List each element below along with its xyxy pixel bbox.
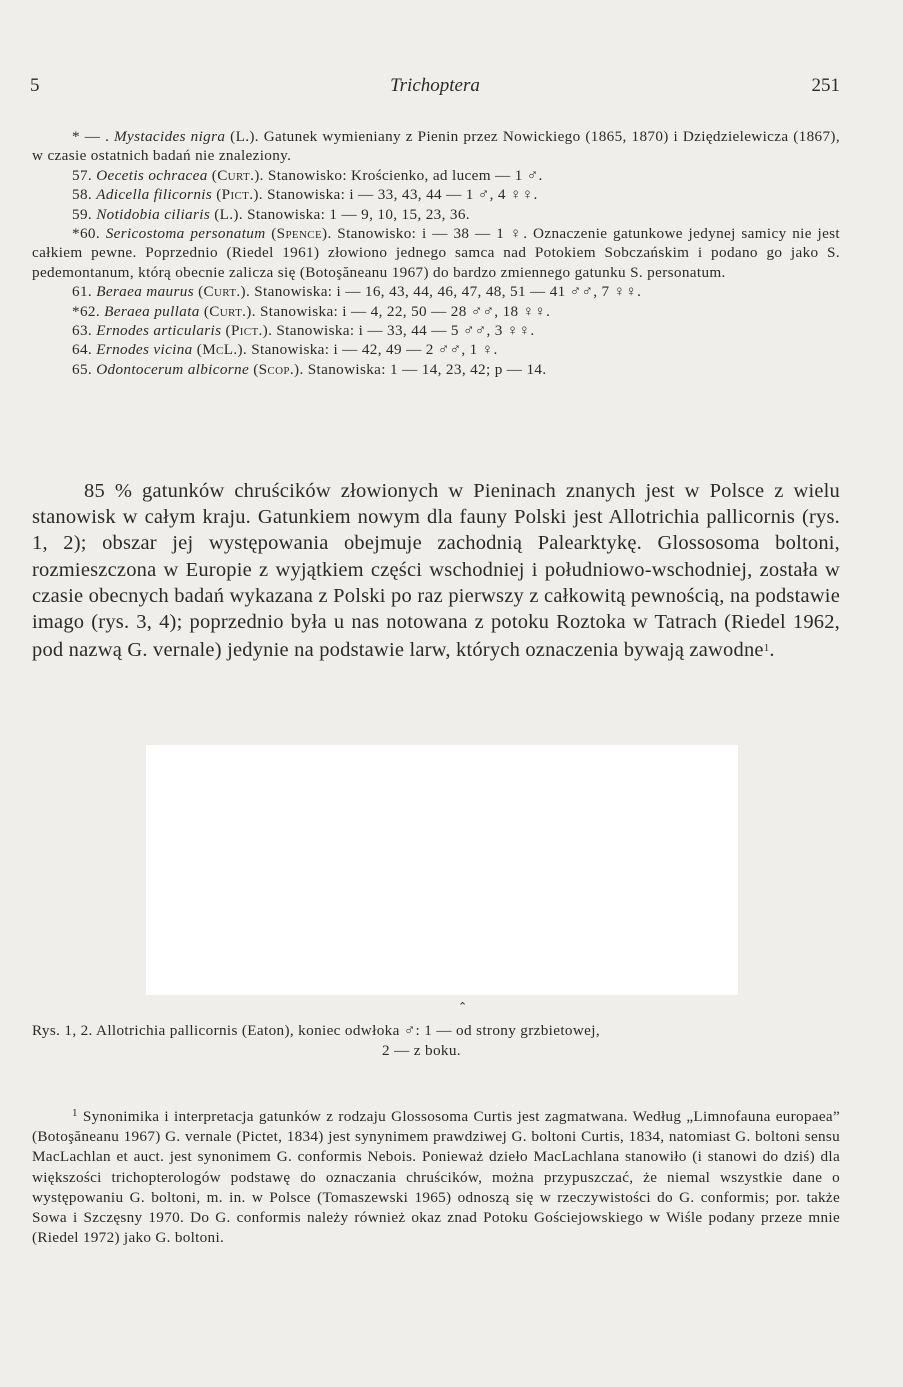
species-name: Notidobia ciliaris (96, 205, 211, 223)
species-name: Ernodes vicina (96, 341, 193, 359)
species-entry: *60. Sericostoma personatum (Spence). Stanowisko: i — 38 — 1 ♀. Oznaczenie gatunkowe jedynej samicy nie jest całkiem pewne. Poprzednio (Riedel 1961) złowiono jednego samca nad Potokiem Sobczańskim i podano go jako S. pedemontanum, którą obecnie zalicza się (Botoşăneanu 1967) do bardzo zmiennego gatunku S. personatum. (32, 225, 841, 281)
species-name: Mystacides nigra (114, 128, 226, 145)
species-name: Beraea maurus (96, 283, 194, 301)
running-title: Trichoptera (390, 75, 480, 96)
species-entry: 64. Ernodes vicina (McL.). Stanowiska: i — 42, 49 — 2 ♂♂, 1 ♀. (72, 341, 498, 359)
species-list (32, 127, 840, 379)
caption-line: 2 — z boku. (382, 1042, 461, 1059)
footnote-text: Synonimika i interpretacja gatunków z rodzaju Glossosoma Curtis jest zagmatwana. Według „Limnofauna europaea” (Botoşăneanu 1967) G. vernale (Pictet, 1834) jest synynimem prawdziwej G. boltoni Curtis, 1834, natomiast G. boltoni sensu MacLachlan et auct. jest synonimem G. conformis Nebois. Ponieważ dzieło MacLachlana stanowiło (i stanowi do dziś) dla większości trichopterologów podstawę do oznaczania chruścików, można przypuszczać, że niemal wszystkie dane o występowaniu G. boltoni, m. in. w Polsce (Tomaszewski 1965) odnoszą się w rzeczywistości do G. conformis; por. także Sowa i Szczęsny 1970. Do G. conformis należy również okaz znad Potoku Gościejowskiego w Wiśle podany przeze mnie (Riedel 1972) jako G. boltoni. (32, 1108, 840, 1247)
species-entry: 57. Oecetis ochracea (Curt.). Stanowisko: Krościenko, ad lucem — 1 ♂. (72, 166, 543, 184)
figure-caption (32, 1021, 840, 1061)
species-entry: 61. Beraea maurus (Curt.). Stanowiska: i — 16, 43, 44, 46, 47, 48, 51 — 41 ♂♂, 7 ♀♀. (72, 283, 642, 301)
species-entry: 58. Adicella filicornis (Pict.). Stanowiska: i — 33, 43, 44 — 1 ♂, 4 ♀♀. (72, 186, 538, 204)
species-entry: * — . Mystacides nigra (L.). Gatunek wymieniany z Pienin przez Nowickiego (1865, 1870) i Dziędzielewicza (1867), w czasie ostatnich badań nie znaleziony. (32, 128, 840, 165)
species-entry: 65. Odontocerum albicorne (Scop.). Stanowiska: 1 — 14, 23, 42; p — 14. (72, 360, 547, 378)
main-paragraph: 85 % gatunków chruścików złowionych w Pieninach znanych jest w Polsce z wielu stanowisk w całym kraju. Gatunkiem nowym dla fauny Polski jest Allotrichia pallicornis (rys. 1, 2); obszar jej występowania obejmuje zachodnią Palearktykę. Glossosoma boltoni, rozmieszczona w Europie z wyjątkiem części wschodniej i południowo-wschodniej, została w czasie obecnych badań wykazana z Polski po raz pierwszy z całkowitą pewnością, na podstawie imago (rys. 3, 4); poprzednio była u nas notowana z potoku Roztoka w Tatrach (Riedel 1962, pod nazwą G. vernale) jedynie na podstawie larw, których oznaczenia bywają zawodne$^1$. (32, 480, 840, 662)
page-header (30, 75, 840, 99)
species-name: Adicella filicornis (96, 186, 213, 204)
footnote-reference: 1 (763, 642, 770, 655)
page-section-number: 5 (30, 75, 40, 96)
species-entry: 59. Notidobia ciliaris (L.). Stanowiska: 1 — 9, 10, 15, 23, 36. (72, 205, 470, 223)
figure-placeholder (146, 745, 738, 995)
species-name: Beraea pullata (104, 302, 200, 320)
species-entry: 63. Ernodes articularis (Pict.). Stanowiska: i — 33, 44 — 5 ♂♂, 3 ♀♀. (72, 322, 535, 340)
species-name: Oecetis ochracea (96, 166, 208, 184)
footnote-mark: 1 (72, 1107, 78, 1119)
caption-line: Rys. 1, 2. Allotrichia pallicornis (Eaton), koniec odwłoka ♂: 1 — od strony grzbietowej, (32, 1022, 600, 1039)
species-entry: *62. Beraea pullata (Curt.). Stanowiska: i — 4, 22, 50 — 28 ♂♂, 18 ♀♀. (72, 302, 551, 320)
species-name: Odontocerum albicorne (96, 360, 250, 378)
species-name: Sericostoma personatum (105, 225, 266, 243)
species-name: Ernodes articularis (96, 322, 222, 340)
figure-mark: ⌃ (458, 1001, 468, 1013)
footnote (32, 1103, 840, 1248)
page-number: 251 (811, 75, 840, 96)
